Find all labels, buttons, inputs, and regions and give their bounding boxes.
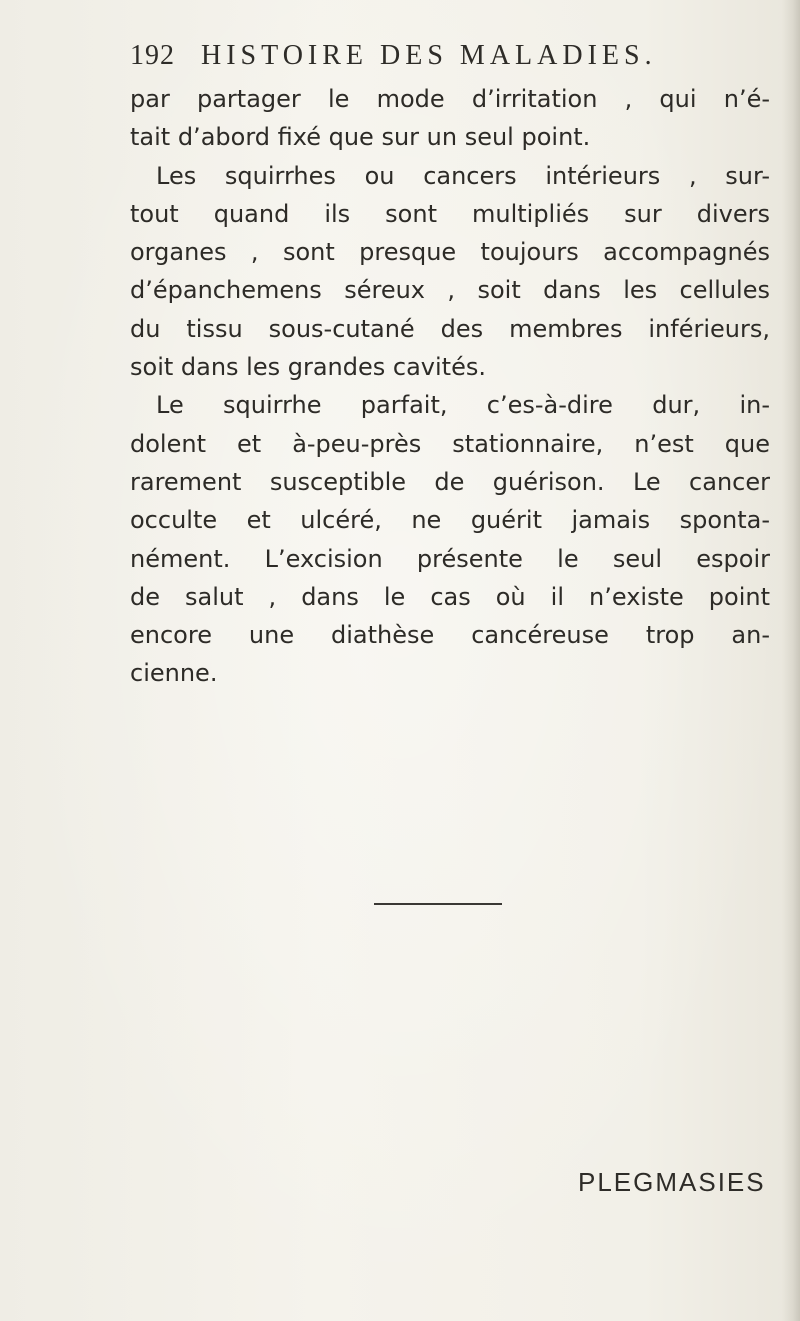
text-line: d’épanchemens séreux , soit dans les cellules: [130, 276, 770, 305]
text-line: de salut , dans le cas où il n’existe point: [130, 582, 770, 611]
text-line: du tissu sous-cutané des membres inférieurs,: [130, 314, 770, 343]
text-line: tait d’abord fixé que sur un seul point.: [130, 123, 591, 152]
text-line: nément. L’excision présente le seul espoir: [130, 544, 770, 573]
catchword: PLEGMASIES: [578, 1167, 766, 1197]
body-text: [130, 80, 770, 693]
text-line: par partager le mode d’irritation , qui n’é-: [130, 85, 770, 113]
text-line: soit dans les grandes cavités.: [130, 353, 486, 382]
text-line: occulte et ulcéré, ne guérit jamais sponta-: [130, 506, 770, 535]
section-rule: [374, 903, 502, 905]
page-number: 192: [130, 40, 175, 71]
text-line: rarement susceptible de guérison. Le cancer: [130, 467, 770, 496]
text-line: cienne.: [130, 659, 218, 688]
page-edge-shadow: [782, 0, 800, 1321]
text-line: encore une diathèse cancéreuse trop an-: [130, 621, 770, 650]
text-line: Les squirrhes ou cancers intérieurs , sur-: [156, 161, 770, 190]
text-line: dolent et à-peu-près stationnaire, n’est que: [130, 429, 770, 458]
text-line: tout quand ils sont multipliés sur divers: [130, 199, 770, 228]
text-line: Le squirrhe parfait, c’es-à-dire dur, in-: [156, 391, 770, 420]
text-line: organes , sont presque toujours accompagnés: [130, 238, 770, 267]
running-title: HISTOIRE DES MALADIES.: [201, 40, 657, 71]
running-head: [130, 40, 730, 84]
